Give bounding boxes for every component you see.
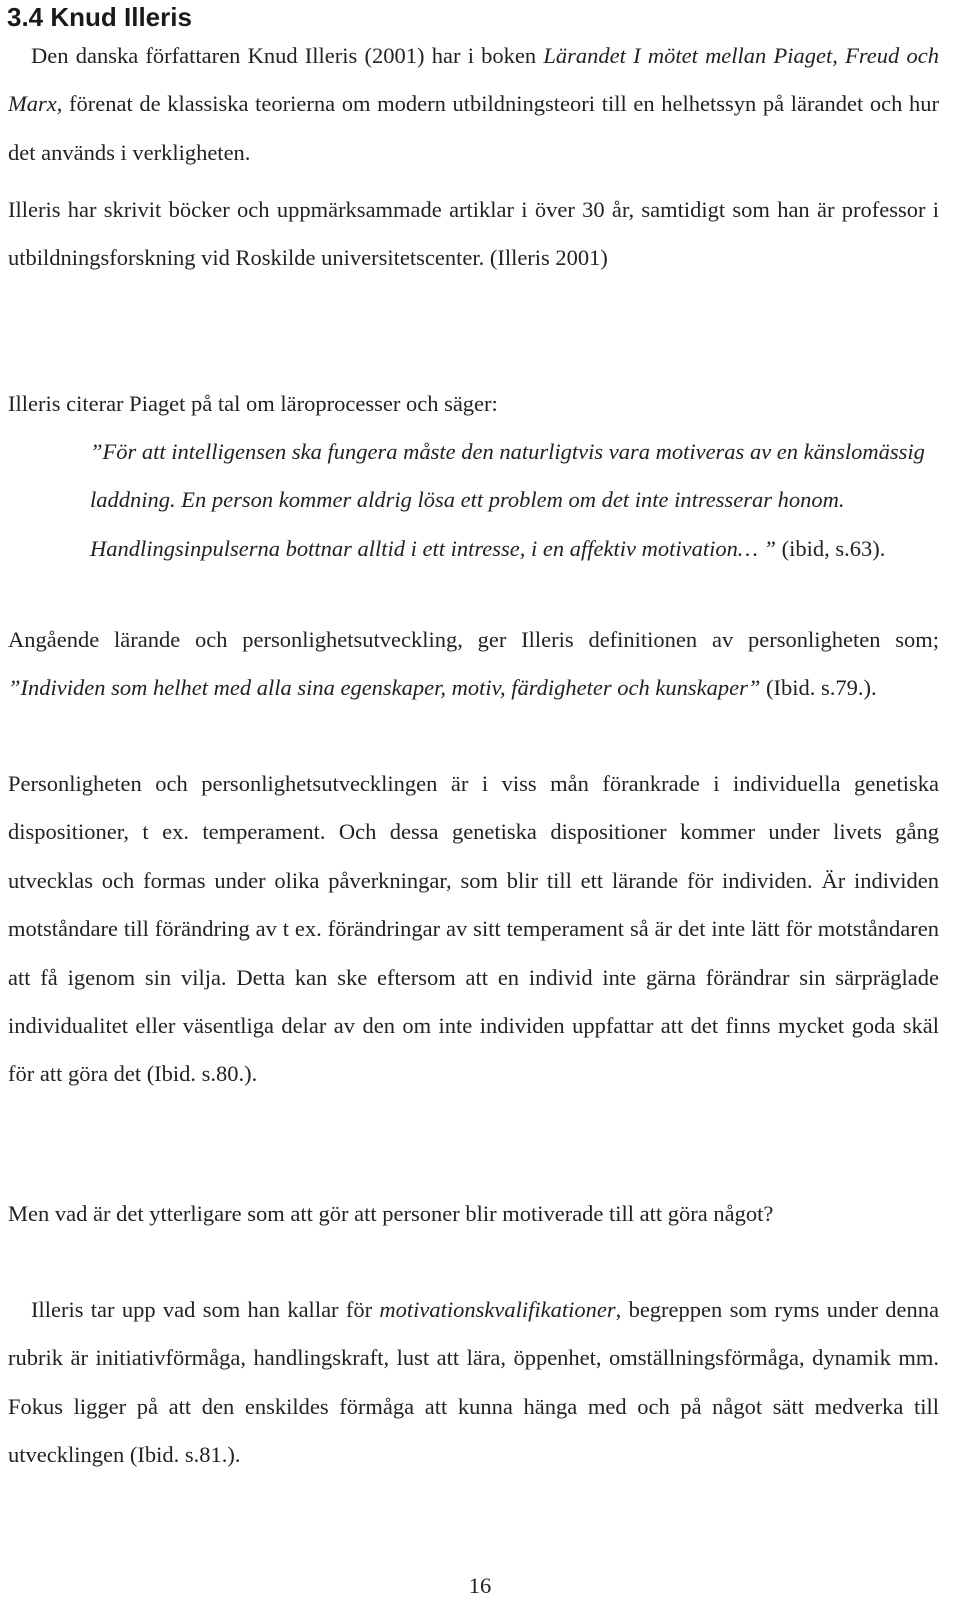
paragraph-author-background: Illeris har skrivit böcker och uppmärksammade artiklar i över 30 år, samtidigt som han är professor i utbildningsforskning vid Roskilde universitetscenter. (Illeris 2001) <box>8 197 939 271</box>
paragraph-question: Men vad är det ytterligare som att gör att personer blir motiverade till att göra något? <box>8 1201 774 1226</box>
paragraph-motivation-qualifications <box>8 1286 939 1480</box>
block-quote-citation: (ibid, s.63). <box>781 535 886 561</box>
page-number: 16 <box>468 1573 492 1598</box>
paragraph-intro-text-c: , förenat de klassiska teorierna om modern utbildningsteori till en helhetssyn på lärandet och hur det används i verkligheten. <box>8 91 939 165</box>
paragraph-intro <box>8 32 939 177</box>
motivation-term: motivationskvalifikationer <box>379 1297 616 1322</box>
paragraph-personality-text-a: Angående lärande och personlighetsutveckling, ger Illeris definitionen av personligheten som; <box>8 627 939 652</box>
personality-definition-quote: ”Individen som helhet med alla sina egenskaper, motiv, färdigheter och kunskaper” <box>8 675 761 701</box>
paragraph-personality-citation: (Ibid. s.79.). <box>760 675 877 701</box>
block-quote-text: ”För att intelligensen ska fungera måste den naturligtvis vara motiveras av en känslomässig laddning. En person kommer aldrig lösa ett problem om det inte intresserar honom. Handlingsinpulserna bottnar alltid i ett intresse, i en affektiv motivation… ” <box>90 439 925 561</box>
section-heading: 3.4 Knud Illeris <box>7 2 192 32</box>
paragraph-motivation-text-a: Illeris tar upp vad som han kallar för <box>31 1297 380 1322</box>
paragraph-genetic-dispositions: Personligheten och personlighetsutvecklingen är i viss mån förankrade i individuella genetiska dispositioner, t ex. temperament. Och dessa genetiska dispositioner kommer under livets gång utvecklas och formas under olika påverkningar, som blir till ett lärande för individen. Är individen motståndare till förändring av t ex. förändringar av sitt temperament så är det inte lätt för motståndaren att få igenom sin vilja. Detta kan ske eftersom att en individ inte gärna förändrar sin särpräglade individualitet eller väsentliga delar av den om inte individen uppfattar att det finns mycket goda skäl för att göra det (Ibid. s.80.). <box>8 771 939 1087</box>
paragraph-quote-intro: Illeris citerar Piaget på tal om läroprocesser och säger: <box>8 391 498 416</box>
block-quote <box>90 428 940 573</box>
book-title: Lärandet I mötet mellan Piaget, Freud och Marx <box>8 43 939 117</box>
paragraph-intro-text-a: Den danska författaren Knud Illeris (2001) har i boken <box>31 43 544 68</box>
paragraph-personality-definition <box>8 616 939 713</box>
paragraph-motivation-text-c: , begreppen som ryms under denna rubrik är initiativförmåga, handlingskraft, lust att lära, öppenhet, omställningsförmåga, dynamik mm. Fokus ligger på att den enskildes förmåga att kunna hänga med och på något sätt medverka till utvecklingen (Ibid. s.81.). <box>8 1297 939 1468</box>
